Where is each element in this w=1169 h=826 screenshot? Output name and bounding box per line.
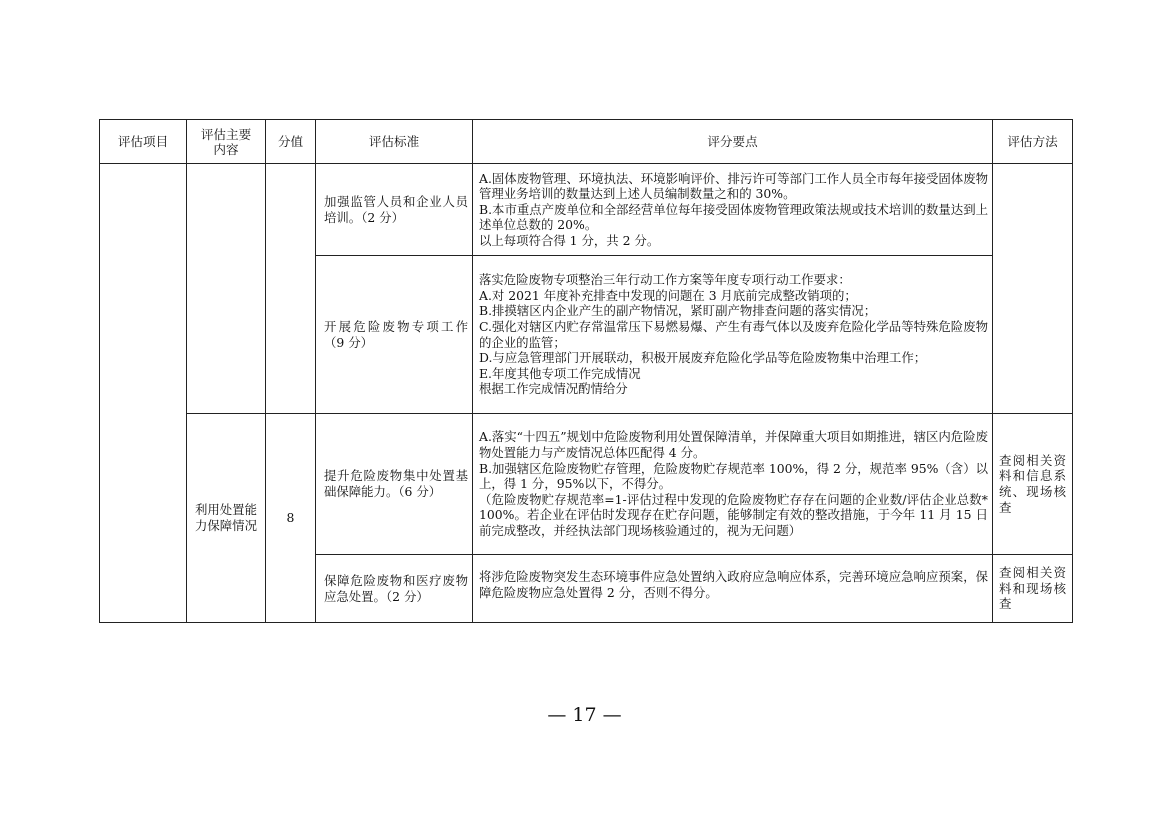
standard-cell: 加强监管人员和企业人员培训。（2 分） bbox=[316, 164, 473, 256]
method-cell: 查阅相关资料和现场核查 bbox=[993, 555, 1073, 623]
standard-cell: 开展危险废物专项工作（9 分） bbox=[316, 256, 473, 414]
header-content: 评估主要内容 bbox=[187, 120, 266, 164]
standard-cell: 保障危险废物和医疗废物应急处置。（2 分） bbox=[316, 555, 473, 623]
content-cell: 利用处置能力保障情况 bbox=[187, 414, 266, 623]
standard-cell: 提升危险废物集中处置基础保障能力。（6 分） bbox=[316, 414, 473, 555]
table-row bbox=[100, 164, 1073, 256]
header-points: 评分要点 bbox=[473, 120, 993, 164]
item-cell bbox=[100, 164, 187, 623]
points-cell: 将涉危险废物突发生态环境事件应急处置纳入政府应急响应体系，完善环境应急响应预案，保障危险废物应急处置得 2 分，否则不得分。 bbox=[473, 555, 993, 623]
points-cell: 落实危险废物专项整治三年行动工作方案等年度专项行动工作要求： A.对 2021 年度补充排查中发现的问题在 3 月底前完成整改销项的； B.排摸辖区内企业产生的副产物情况，紧盯副产物排查问题的落实情况； C.强化对辖区内贮存常温常压下易燃易爆、产生有毒气体以及废弃危险化学品等特殊危险废物的企业的监管； D.与应急管理部门开展联动，积极开展废弃危险化学品等危险废物集中治理工作； E.年度其他专项工作完成情况 根据工作完成情况酌情给分 bbox=[473, 256, 993, 414]
evaluation-table bbox=[99, 119, 1073, 623]
score-cell: 8 bbox=[266, 414, 316, 623]
score-cell bbox=[266, 164, 316, 414]
page-number: — 17 — bbox=[547, 704, 622, 726]
table-header-row bbox=[100, 120, 1073, 164]
header-method: 评估方法 bbox=[993, 120, 1073, 164]
points-cell: A.落实“十四五”规划中危险废物利用处置保障清单，并保障重大项目如期推进，辖区内危险废物处置能力与产废情况总体匹配得 4 分。 B.加强辖区危险废物贮存管理，危险废物贮存规范率 100%，得 2 分，规范率 95%（含）以上，得 1 分，95%以下，不得分。 （危险废物贮存规范率=1-评估过程中发现的危险废物贮存存在问题的企业数/评估企业总数*100%。若企业在评估时发现存在贮存问题，能够制定有效的整改措施，于今年 11 月 15 日前完成整改，并经执法部门现场核验通过的，视为无问题） bbox=[473, 414, 993, 555]
table-row bbox=[100, 414, 1073, 555]
method-cell: 查阅相关资料和信息系统、现场核查 bbox=[993, 414, 1073, 555]
method-cell bbox=[993, 164, 1073, 414]
header-item: 评估项目 bbox=[100, 120, 187, 164]
content-cell bbox=[187, 164, 266, 414]
header-score: 分值 bbox=[266, 120, 316, 164]
header-standard: 评估标准 bbox=[316, 120, 473, 164]
points-cell: A.固体废物管理、环境执法、环境影响评价、排污许可等部门工作人员全市每年接受固体废物管理业务培训的数量达到上述人员编制数量之和的 30%。 B.本市重点产废单位和全部经营单位每年接受固体废物管理政策法规或技术培训的数量达到上述单位总数的 20%。 以上每项符合得 1 分，共 2 分。 bbox=[473, 164, 993, 256]
